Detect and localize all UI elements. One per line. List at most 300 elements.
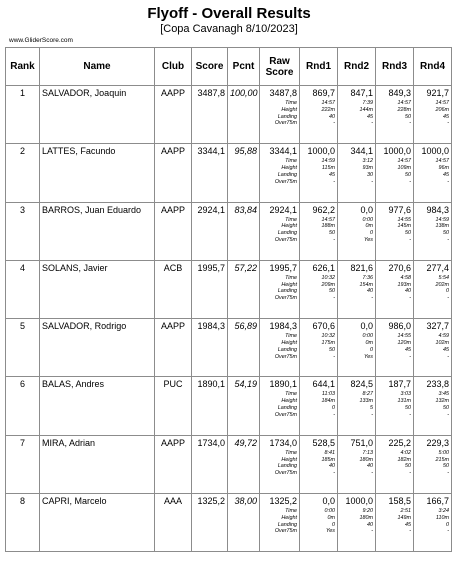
round-3-cell xyxy=(376,319,414,377)
club-cell: ACB xyxy=(155,260,192,318)
col-header-club: Club xyxy=(155,48,192,86)
round-1-cell xyxy=(300,377,338,435)
round-over75m: - xyxy=(371,411,373,418)
height-label: Height xyxy=(281,456,297,463)
time-label: Time xyxy=(285,158,297,165)
round-height: 215m xyxy=(435,456,449,463)
club-cell: AAPP xyxy=(155,86,192,144)
round-height: 180m xyxy=(359,456,373,463)
round-height: 185m xyxy=(321,456,335,463)
round-height: 206m xyxy=(435,106,449,113)
round-3-cell xyxy=(376,144,414,202)
pilot-name: BALAS, Andres xyxy=(40,377,155,435)
over75m-label: Over75m xyxy=(274,178,297,185)
round-time: 3:45 xyxy=(438,391,449,398)
raw-score-cell xyxy=(260,435,300,493)
round-landing: 50 xyxy=(329,346,335,353)
round-1-cell xyxy=(300,435,338,493)
landing-label: Landing xyxy=(277,230,297,237)
round-landing: 0 xyxy=(446,521,449,528)
round-height: 102m xyxy=(435,339,449,346)
round-4-cell xyxy=(414,435,452,493)
round-score: 1000,0 xyxy=(307,146,335,157)
round-over75m: - xyxy=(409,236,411,243)
pilot-name: LATTES, Facundo xyxy=(40,144,155,202)
time-label: Time xyxy=(285,391,297,398)
rank-cell: 6 xyxy=(6,377,40,435)
round-2-cell xyxy=(338,202,376,260)
height-label: Height xyxy=(281,106,297,113)
round-over75m: - xyxy=(371,528,373,535)
round-height: 120m xyxy=(397,339,411,346)
round-time: 3:12 xyxy=(362,158,373,165)
landing-label: Landing xyxy=(277,171,297,178)
raw-score-value: 1984,3 xyxy=(269,321,297,332)
round-height: 209m xyxy=(321,281,335,288)
round-3-cell xyxy=(376,260,414,318)
round-time: 4:02 xyxy=(400,449,411,456)
round-landing: 50 xyxy=(405,113,411,120)
round-over75m: - xyxy=(371,470,373,477)
round-score: 644,1 xyxy=(312,379,335,390)
rank-cell: 2 xyxy=(6,144,40,202)
round-score: 0,0 xyxy=(360,321,373,332)
round-over75m: - xyxy=(333,236,335,243)
col-header-rnd2: Rnd2 xyxy=(338,48,376,86)
round-height: 222m xyxy=(321,106,335,113)
raw-score-value: 1995,7 xyxy=(269,262,297,273)
percent-cell: 54,19 xyxy=(228,377,260,435)
landing-label: Landing xyxy=(277,288,297,295)
score-cell: 1984,3 xyxy=(192,319,228,377)
raw-score-cell xyxy=(260,319,300,377)
round-score: 0,0 xyxy=(360,204,373,215)
score-cell: 1325,2 xyxy=(192,494,228,552)
time-label: Time xyxy=(285,508,297,515)
round-over75m: - xyxy=(447,120,449,127)
height-label: Height xyxy=(281,339,297,346)
round-time: 3:03 xyxy=(400,391,411,398)
club-cell: AAPP xyxy=(155,435,192,493)
round-score: 977,6 xyxy=(388,204,411,215)
round-4-cell xyxy=(414,86,452,144)
percent-cell: 49,72 xyxy=(228,435,260,493)
rank-cell: 8 xyxy=(6,494,40,552)
col-header-score: Score xyxy=(192,48,228,86)
results-body xyxy=(6,86,452,552)
round-height: 0m xyxy=(365,223,373,230)
col-header-rnd1: Rnd1 xyxy=(300,48,338,86)
round-time: 7:36 xyxy=(362,274,373,281)
over75m-label: Over75m xyxy=(274,470,297,477)
col-header-rnd4: Rnd4 xyxy=(414,48,452,86)
round-time: 0:00 xyxy=(362,333,373,340)
round-landing: 50 xyxy=(405,405,411,412)
round-height: 202m xyxy=(435,281,449,288)
round-over75m: - xyxy=(409,120,411,127)
round-over75m: - xyxy=(409,411,411,418)
table-row xyxy=(6,494,452,552)
round-time: 4:58 xyxy=(400,274,411,281)
round-landing: 45 xyxy=(405,521,411,528)
raw-label-line2: Score xyxy=(265,66,294,78)
round-score: 225,2 xyxy=(388,437,411,448)
round-landing: 50 xyxy=(443,463,449,470)
round-1-cell xyxy=(300,144,338,202)
round-time: 7:39 xyxy=(362,100,373,106)
round-4-cell xyxy=(414,260,452,318)
round-landing: 45 xyxy=(367,113,373,120)
percent-cell: 56,89 xyxy=(228,319,260,377)
round-height: 144m xyxy=(359,106,373,113)
raw-label-line1: Raw xyxy=(269,55,290,67)
round-score: 158,5 xyxy=(388,496,411,507)
round-time: 8:41 xyxy=(324,449,335,456)
round-time: 2:51 xyxy=(400,508,411,515)
round-height: 132m xyxy=(435,398,449,405)
round-over75m: - xyxy=(409,528,411,535)
round-over75m: - xyxy=(371,295,373,302)
round-score: 821,6 xyxy=(350,262,373,273)
percent-cell: 83,84 xyxy=(228,202,260,260)
round-landing: 50 xyxy=(329,230,335,237)
round-landing: 30 xyxy=(367,171,373,178)
pilot-name: SOLANS, Javier xyxy=(40,260,155,318)
round-score: 849,3 xyxy=(388,88,411,98)
round-time: 3:24 xyxy=(438,508,449,515)
round-score: 344,1 xyxy=(350,146,373,157)
round-time: 11:03 xyxy=(321,391,335,398)
round-1-cell xyxy=(300,319,338,377)
score-cell: 3487,8 xyxy=(192,86,228,144)
round-over75m: - xyxy=(447,178,449,185)
round-1-cell xyxy=(300,86,338,144)
over75m-label: Over75m xyxy=(274,295,297,302)
time-label: Time xyxy=(285,100,297,106)
round-time: 5:54 xyxy=(438,274,449,281)
round-height: 115m xyxy=(321,165,335,172)
round-time: 14:59 xyxy=(435,216,449,223)
round-time: 5:00 xyxy=(438,449,449,456)
round-landing: 50 xyxy=(405,171,411,178)
round-time: 14:57 xyxy=(435,158,449,165)
score-cell: 1995,7 xyxy=(192,260,228,318)
round-landing: 40 xyxy=(367,288,373,295)
raw-score-cell xyxy=(260,86,300,144)
round-score: 233,8 xyxy=(426,379,449,390)
col-header-pcnt: Pcnt xyxy=(228,48,260,86)
raw-score-value: 2924,1 xyxy=(269,204,297,215)
score-cell: 2924,1 xyxy=(192,202,228,260)
round-over75m: - xyxy=(409,295,411,302)
round-2-cell xyxy=(338,494,376,552)
pilot-name: BARROS, Juan Eduardo xyxy=(40,202,155,260)
rank-cell: 4 xyxy=(6,260,40,318)
round-landing: 40 xyxy=(367,521,373,528)
round-height: 0m xyxy=(327,514,335,521)
round-height: 138m xyxy=(435,223,449,230)
raw-score-cell xyxy=(260,260,300,318)
round-time: 14:59 xyxy=(321,158,335,165)
round-height: 193m xyxy=(397,281,411,288)
round-1-cell xyxy=(300,202,338,260)
col-header-name: Name xyxy=(40,48,155,86)
raw-score-value: 3344,1 xyxy=(269,146,297,157)
raw-score-cell xyxy=(260,202,300,260)
round-height: 109m xyxy=(397,165,411,172)
round-over75m: Yes xyxy=(364,236,373,243)
round-over75m: - xyxy=(333,120,335,127)
round-score: 824,5 xyxy=(350,379,373,390)
height-label: Height xyxy=(281,398,297,405)
round-height: 184m xyxy=(321,398,335,405)
header-row xyxy=(6,48,452,86)
score-cell: 1890,1 xyxy=(192,377,228,435)
round-score: 528,5 xyxy=(312,437,335,448)
round-2-cell xyxy=(338,377,376,435)
site-url: www.GliderScore.com xyxy=(9,37,73,44)
round-score: 921,7 xyxy=(426,88,449,98)
round-score: 847,1 xyxy=(350,88,373,98)
club-cell: AAPP xyxy=(155,144,192,202)
round-3-cell xyxy=(376,435,414,493)
round-2-cell xyxy=(338,144,376,202)
round-time: 14:57 xyxy=(321,100,335,106)
club-cell: AAPP xyxy=(155,319,192,377)
height-label: Height xyxy=(281,514,297,521)
round-landing: 0 xyxy=(370,346,373,353)
percent-cell: 100,00 xyxy=(228,86,260,144)
round-over75m: - xyxy=(333,178,335,185)
table-row xyxy=(6,86,452,144)
round-landing: 45 xyxy=(443,113,449,120)
round-landing: 0 xyxy=(370,230,373,237)
round-landing: 0 xyxy=(332,521,335,528)
pilot-name: SALVADOR, Rodrigo xyxy=(40,319,155,377)
raw-score-value: 1325,2 xyxy=(269,496,297,507)
round-landing: 50 xyxy=(443,405,449,412)
round-score: 986,0 xyxy=(388,321,411,332)
round-over75m: - xyxy=(447,236,449,243)
time-label: Time xyxy=(285,333,297,340)
round-score: 869,7 xyxy=(312,88,335,98)
round-time: 0:00 xyxy=(362,216,373,223)
raw-score-cell xyxy=(260,144,300,202)
landing-label: Landing xyxy=(277,113,297,120)
round-time: 4:59 xyxy=(438,333,449,340)
landing-label: Landing xyxy=(277,346,297,353)
rank-cell: 5 xyxy=(6,319,40,377)
round-time: 9:20 xyxy=(362,508,373,515)
round-height: 0m xyxy=(365,339,373,346)
over75m-label: Over75m xyxy=(274,120,297,127)
round-time: 14:57 xyxy=(397,158,411,165)
round-score: 670,6 xyxy=(312,321,335,332)
round-over75m: - xyxy=(333,353,335,360)
round-3-cell xyxy=(376,202,414,260)
round-time: 14:57 xyxy=(397,100,411,106)
round-4-cell xyxy=(414,202,452,260)
round-height: 228m xyxy=(397,106,411,113)
round-2-cell xyxy=(338,319,376,377)
rank-cell: 3 xyxy=(6,202,40,260)
round-height: 133m xyxy=(359,398,373,405)
table-row xyxy=(6,202,452,260)
col-header-raw-score xyxy=(260,48,300,86)
round-1-cell xyxy=(300,494,338,552)
round-over75m: - xyxy=(447,411,449,418)
round-time: 14:57 xyxy=(321,216,335,223)
raw-score-value: 1890,1 xyxy=(269,379,297,390)
round-score: 1000,0 xyxy=(383,146,411,157)
height-label: Height xyxy=(281,165,297,172)
page-title: Flyoff - Overall Results xyxy=(147,5,311,22)
round-landing: 45 xyxy=(329,171,335,178)
round-1-cell xyxy=(300,260,338,318)
round-landing: 40 xyxy=(405,288,411,295)
landing-label: Landing xyxy=(277,405,297,412)
height-label: Height xyxy=(281,281,297,288)
round-landing: 45 xyxy=(405,346,411,353)
round-4-cell xyxy=(414,494,452,552)
round-landing: 5 xyxy=(370,405,373,412)
round-height: 182m xyxy=(397,456,411,463)
table-row xyxy=(6,260,452,318)
round-over75m: - xyxy=(447,528,449,535)
round-score: 1000,0 xyxy=(421,146,449,157)
table-row xyxy=(6,377,452,435)
score-cell: 1734,0 xyxy=(192,435,228,493)
round-score: 984,3 xyxy=(426,204,449,215)
over75m-label: Over75m xyxy=(274,353,297,360)
raw-score-value: 1734,0 xyxy=(269,437,297,448)
time-label: Time xyxy=(285,216,297,223)
round-landing: 50 xyxy=(405,230,411,237)
raw-score-cell xyxy=(260,377,300,435)
round-score: 270,6 xyxy=(388,262,411,273)
round-over75m: Yes xyxy=(364,353,373,360)
round-height: 180m xyxy=(359,514,373,521)
round-3-cell xyxy=(376,86,414,144)
percent-cell: 57,22 xyxy=(228,260,260,318)
round-landing: 40 xyxy=(329,113,335,120)
over75m-label: Over75m xyxy=(274,236,297,243)
time-label: Time xyxy=(285,449,297,456)
round-over75m: - xyxy=(333,411,335,418)
round-landing: 50 xyxy=(443,230,449,237)
round-height: 96m xyxy=(438,165,449,172)
round-over75m: - xyxy=(371,120,373,127)
round-time: 0:00 xyxy=(324,508,335,515)
round-landing: 40 xyxy=(367,463,373,470)
round-landing: 45 xyxy=(443,171,449,178)
round-height: 145m xyxy=(397,223,411,230)
round-height: 188m xyxy=(321,223,335,230)
col-header-rank: Rank xyxy=(6,48,40,86)
round-landing: 40 xyxy=(329,463,335,470)
landing-label: Landing xyxy=(277,463,297,470)
round-height: 175m xyxy=(321,339,335,346)
round-height: 154m xyxy=(359,281,373,288)
pilot-name: MIRA, Adrian xyxy=(40,435,155,493)
round-landing: 45 xyxy=(443,346,449,353)
round-landing: 50 xyxy=(329,288,335,295)
percent-cell: 95,88 xyxy=(228,144,260,202)
score-cell: 3344,1 xyxy=(192,144,228,202)
round-score: 187,7 xyxy=(388,379,411,390)
round-4-cell xyxy=(414,144,452,202)
round-over75m: - xyxy=(371,178,373,185)
round-2-cell xyxy=(338,86,376,144)
raw-score-value: 3487,8 xyxy=(269,88,297,98)
time-label: Time xyxy=(285,274,297,281)
round-over75m: - xyxy=(333,295,335,302)
round-over75m: - xyxy=(447,353,449,360)
round-landing: 50 xyxy=(405,463,411,470)
round-score: 166,7 xyxy=(426,496,449,507)
round-time: 7:13 xyxy=(362,449,373,456)
round-over75m: - xyxy=(409,178,411,185)
round-score: 277,4 xyxy=(426,262,449,273)
round-over75m: - xyxy=(333,470,335,477)
page-subtitle: [Copa Cavanagh 8/10/2023] xyxy=(160,23,298,35)
percent-cell: 38,00 xyxy=(228,494,260,552)
round-2-cell xyxy=(338,435,376,493)
round-time: 14:57 xyxy=(435,100,449,106)
round-score: 626,1 xyxy=(312,262,335,273)
round-score: 0,0 xyxy=(322,496,335,507)
round-time: 14:55 xyxy=(397,216,411,223)
round-time: 14:55 xyxy=(397,333,411,340)
round-4-cell xyxy=(414,319,452,377)
club-cell: PUC xyxy=(155,377,192,435)
round-height: 93m xyxy=(362,165,373,172)
round-time: 10:32 xyxy=(321,333,335,340)
club-cell: AAA xyxy=(155,494,192,552)
round-time: 10:32 xyxy=(321,274,335,281)
over75m-label: Over75m xyxy=(274,411,297,418)
round-3-cell xyxy=(376,377,414,435)
round-score: 327,7 xyxy=(426,321,449,332)
round-over75m: Yes xyxy=(326,528,335,535)
round-height: 149m xyxy=(397,514,411,521)
height-label: Height xyxy=(281,223,297,230)
round-landing: 0 xyxy=(446,288,449,295)
raw-score-cell xyxy=(260,494,300,552)
round-over75m: - xyxy=(447,295,449,302)
table-row xyxy=(6,144,452,202)
round-2-cell xyxy=(338,260,376,318)
round-over75m: - xyxy=(447,470,449,477)
table-row xyxy=(6,319,452,377)
round-3-cell xyxy=(376,494,414,552)
round-score: 1000,0 xyxy=(345,496,373,507)
round-score: 751,0 xyxy=(350,437,373,448)
rank-cell: 1 xyxy=(6,86,40,144)
round-score: 962,2 xyxy=(312,204,335,215)
round-score: 229,3 xyxy=(426,437,449,448)
col-header-rnd3: Rnd3 xyxy=(376,48,414,86)
landing-label: Landing xyxy=(277,521,297,528)
club-cell: AAPP xyxy=(155,202,192,260)
round-time: 8:27 xyxy=(362,391,373,398)
round-over75m: - xyxy=(409,353,411,360)
table-row xyxy=(6,435,452,493)
over75m-label: Over75m xyxy=(274,528,297,535)
rank-cell: 7 xyxy=(6,435,40,493)
round-over75m: - xyxy=(409,470,411,477)
round-4-cell xyxy=(414,377,452,435)
